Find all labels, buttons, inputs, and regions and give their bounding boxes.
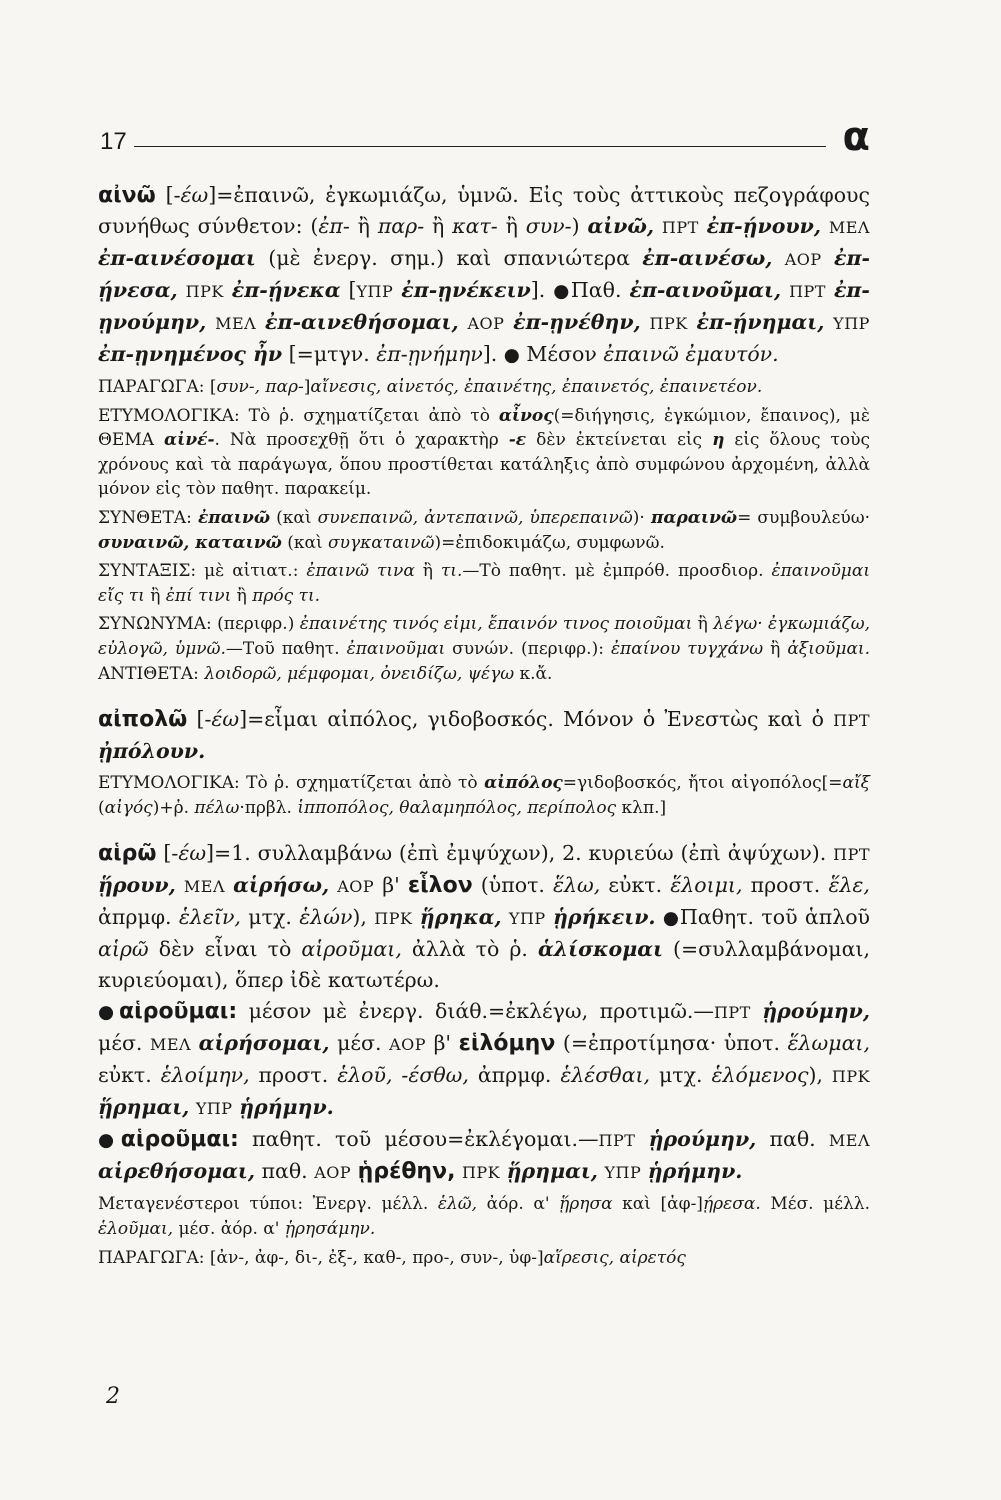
entry-aipolo xyxy=(98,704,870,820)
compounds: ΣΥΝΘΕΤΑ: ἐπαινῶ (καὶ συνεπαινῶ, ἀντεπαινῶ, ὑπερεπαινῶ)· παραινῶ= συμβουλεύω· συναινῶ, καταινῶ (καὶ συγκαταινῶ)=ἐπιδοκιμάζω, συμφωνῶ. xyxy=(98,507,870,553)
derivatives: ΠΑΡΑΓΩΓΑ: [ἀν-, ἀφ-, δι-, ἐξ-, καθ-, προ-, συν-, ὑφ-]αἵρεσις, αἱρετός xyxy=(98,1247,686,1268)
header-rule xyxy=(134,146,826,147)
syntax: ΣΥΝΤΑΞΙΣ: μὲ αἰτιατ.: ἐπαινῶ τινα ἢ τι.—Τὸ παθητ. μὲ ἐμπρόθ. προσδιορ. ἐπαινοῦμαι εἴς τι ἢ ἐπί τινι ἢ πρός τι. xyxy=(98,561,870,606)
entry-text: αἰπολῶ [-έω]=εἶμαι αἰπόλος, γιδοβοσκός. Μόνον ὁ Ἐνεστὼς καὶ ὁ ΠΡΤ ᾐπόλουν. xyxy=(98,707,870,764)
later-forms: Μεταγενέστεροι τύποι: Ἐνεργ. μέλλ. ἑλῶ, ἀόρ. α' ᾕρησα καὶ [ἀφ-]ῄρεσα. Μέσ. μέλλ. ἑλοῦμαι, μέσ. ἀόρ. α' ᾑρησάμην. xyxy=(98,1194,870,1239)
entry-aino xyxy=(98,180,870,686)
page-number: 17 xyxy=(100,128,127,155)
entry-text: αἱρῶ [-έω]=1. συλλαμβάνω (ἐπὶ ἐμψύχων), 2. κυριεύω (ἐπὶ ἀψύχων). ΠΡΤ ᾕρουν, ΜΕΛ αἱρήσω, ΑΟΡ β' εἷλον (ὑποτ. ἕλω, εὐκτ. ἕλοιμι, προστ. ἕλε, ἀπρμφ. ἑλεῖν, μτχ. ἑλών), ΠΡΚ ᾕρηκα, ΥΠΡ ᾑρήκειν. ●Παθητ. τοῦ ἁπλοῦ αἱρῶ δὲν εἶναι τὸ αἱροῦμαι, ἀλλὰ τὸ ῥ. ἁλίσκομαι (=συλλαμβάνομαι, κυριεύομαι), ὅπερ ἰδὲ κατωτέρω. xyxy=(98,841,871,993)
signature-mark: 2 xyxy=(106,1384,120,1409)
passive-voice: ●αἱροῦμαι: παθητ. τοῦ μέσου=ἐκλέγομαι.—ΠΡΤ ᾑρούμην, παθ. ΜΕΛ αἱρεθήσομαι, παθ. ΑΟΡ ᾑρέθην, ΠΡΚ ᾕρημαι, ΥΠΡ ᾑρήμην. xyxy=(98,1127,870,1185)
etymology: ΕΤΥΜΟΛΟΓΙΚΑ: Τὸ ῥ. σχηματίζεται ἀπὸ τὸ αἶνος(=διήγησις, ἐγκώμιον, ἔπαινος), μὲ ΘΕΜΑ αἰνέ-. Νὰ προσεχθῇ ὅτι ὁ χαρακτὴρ -ε δὲν ἐκτείνεται εἰς η εἰς ὅλους τοὺς χρόνους καὶ τὰ παράγωγα, ὅπου προστίθεται κατάληξις ἀπὸ συμφώνου ἀρχομένη, ἀλλὰ μόνον εἰς τὸν παθητ. παρακείμ. xyxy=(98,405,870,500)
page-header xyxy=(100,114,870,164)
entry-text: αἰνῶ [-έω]=ἐπαινῶ, ἐγκωμιάζω, ὑμνῶ. Εἰς τοὺς ἀττικοὺς πεζογράφους συνήθως σύνθετον: (ἐπ- ἢ παρ- ἢ κατ- ἢ συν-) αἰνῶ, ΠΡΤ ἐπ-ῄνουν, ΜΕΛ ἐπ-αινέσομαι (μὲ ἐνεργ. σημ.) καὶ σπανιώτερα ἐπ-αινέσω, ΑΟΡ ἐπ-ῄνεσα, ΠΡΚ ἐπ-ῄνεκα [ΥΠΡ ἐπ-ῃνέκειν]. ●Παθ. ἐπ-αινοῦμαι, ΠΡΤ ἐπ-ῃνούμην, ΜΕΛ ἐπ-αινεθήσομαι, ΑΟΡ ἐπ-ῃνέθην, ΠΡΚ ἐπ-ῄνημαι, ΥΠΡ ἐπ-ῃνημένος ἦν [=μτγν. ἐπ-ῃνήμην]. ● Μέσον ἐπαινῶ ἐμαυτόν. xyxy=(98,183,870,366)
synonyms: ΣΥΝΩΝΥΜΑ: (περιφρ.) ἐπαινέτης τινός εἰμι, ἔπαινόν τινος ποιοῦμαι ἢ λέγω· ἐγκωμιάζω, εὐλογῶ, ὑμνῶ.—Τοῦ παθητ. ἐπαινοῦμαι συνών. (περιφρ.): ἐπαίνου τυγχάνω ἢ ἀξιοῦμαι. ΑΝΤΙΘΕΤΑ: λοιδορῶ, μέμφομαι, ὀνειδίζω, ψέγω κ.ἄ. xyxy=(98,614,871,684)
entry-airo xyxy=(98,838,870,1270)
etymology: ΕΤΥΜΟΛΟΓΙΚΑ: Τὸ ῥ. σχηματίζεται ἀπὸ τὸ αἰπόλος=γιδοβοσκός, ἤτοι αἰγοπόλος[=αἴξ (αἰγός)+ῥ. πέλω·πρβλ. ἱπποπόλος, θαλαμηπόλος, περίπολος κλπ.] xyxy=(98,773,870,818)
entries xyxy=(98,180,870,1288)
middle-voice: ●αἱροῦμαι: μέσον μὲ ἐνεργ. διάθ.=ἐκλέγω, προτιμῶ.—ΠΡΤ ᾑρούμην, μέσ. ΜΕΛ αἱρήσομαι, μέσ. ΑΟΡ β' εἱλόμην (=ἐπροτίμησα· ὑποτ. ἕλωμαι, εὐκτ. ἑλοίμην, προστ. ἑλοῦ, -έσθω, ἀπρμφ. ἑλέσθαι, μτχ. ἑλόμενος), ΠΡΚ ᾕρημαι, ΥΠΡ ᾑρήμην. xyxy=(98,999,871,1120)
section-letter: α xyxy=(842,114,870,160)
derivatives: ΠΑΡΑΓΩΓΑ: [συν-, παρ-]αἴνεσις, αἰνετός, ἐπαινέτης, ἐπαινετός, ἐπαινετέον. xyxy=(98,377,763,397)
